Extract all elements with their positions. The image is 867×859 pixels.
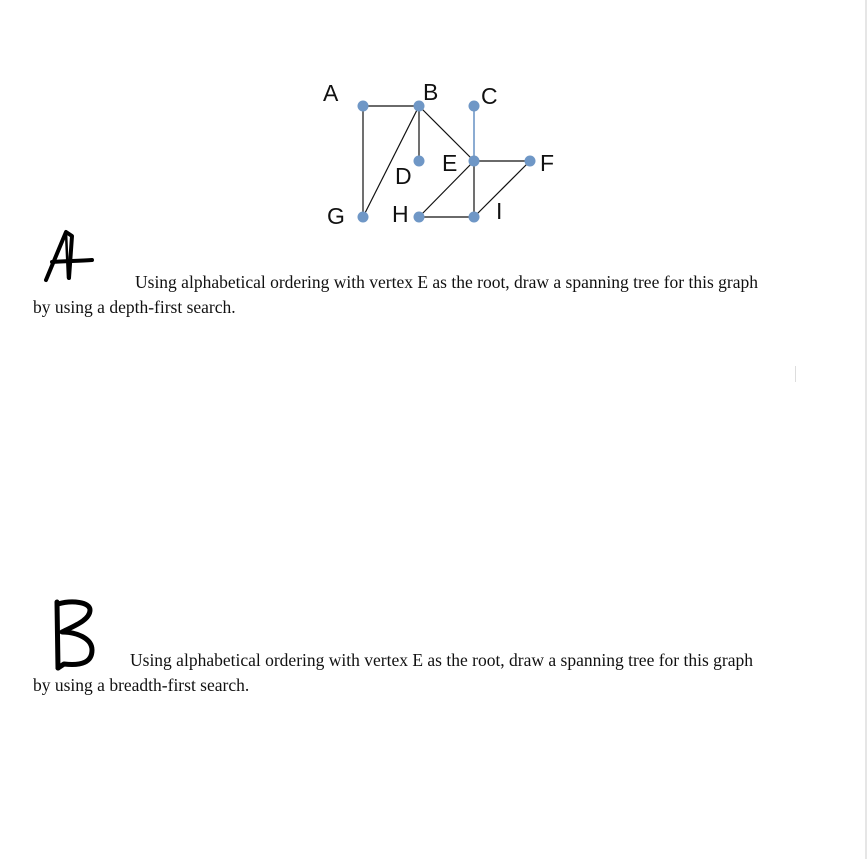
problem-b xyxy=(33,648,813,698)
vertex-a xyxy=(358,101,369,112)
problem-b-line1: Using alphabetical ordering with vertex E as the root, draw a spanning tree for this graph xyxy=(130,650,754,670)
vertex-label-i: I xyxy=(496,198,503,224)
vertex-label-g: G xyxy=(327,203,345,229)
problem-a xyxy=(33,270,813,320)
vertex-e xyxy=(469,156,480,167)
vertex-label-e: E xyxy=(442,150,458,176)
vertex-label-c: C xyxy=(481,83,498,109)
text-cursor xyxy=(795,366,796,382)
vertex-label-b: B xyxy=(423,79,439,105)
vertex-label-f: F xyxy=(540,150,555,176)
vertex-label-h: H xyxy=(392,201,409,227)
vertex-label-a: A xyxy=(323,80,339,106)
edge-b-g xyxy=(363,106,419,217)
vertex-f xyxy=(525,156,536,167)
problem-b-line2: by using a breadth-first search. xyxy=(33,675,250,695)
vertex-g xyxy=(358,212,369,223)
graph-figure xyxy=(0,0,867,240)
problem-a-line1: Using alphabetical ordering with vertex E as the root, draw a spanning tree for this graph xyxy=(135,272,759,292)
graph-labels xyxy=(323,79,554,229)
vertex-c xyxy=(469,101,480,112)
vertex-d xyxy=(414,156,425,167)
vertex-label-d: D xyxy=(395,163,412,189)
vertex-i xyxy=(469,212,480,223)
problem-a-line2: by using a depth-first search. xyxy=(33,297,236,317)
vertex-h xyxy=(414,212,425,223)
